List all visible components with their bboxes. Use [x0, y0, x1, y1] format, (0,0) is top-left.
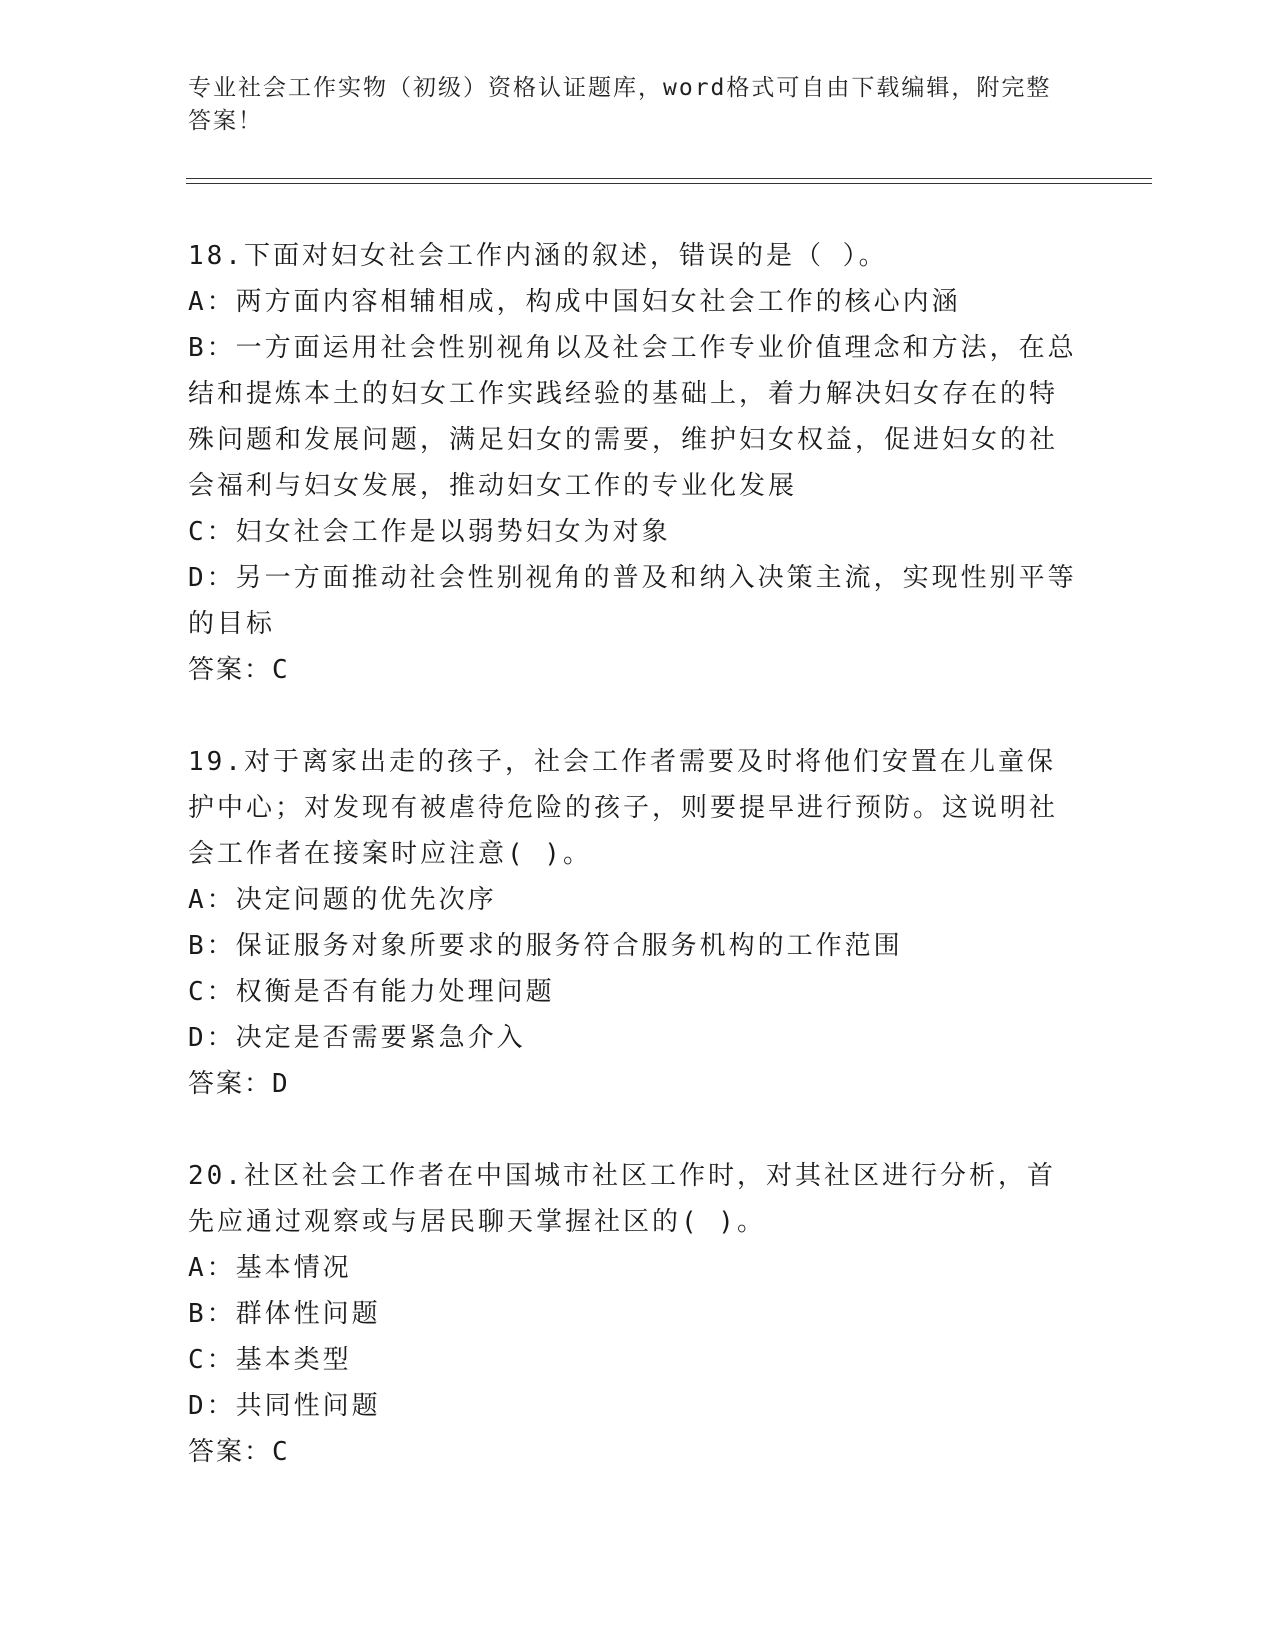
answer: 答案：D — [188, 1069, 290, 1099]
option-b: B：群体性问题 — [188, 1299, 381, 1329]
question-18 — [188, 233, 1078, 693]
option-a: A：两方面内容相辅相成，构成中国妇女社会工作的核心内涵 — [188, 287, 961, 317]
option-a: A：基本情况 — [188, 1253, 352, 1283]
option-c: C：妇女社会工作是以弱势妇女为对象 — [188, 517, 671, 547]
option-b: B：保证服务对象所要求的服务符合服务机构的工作范围 — [188, 931, 903, 961]
header-divider-bottom — [186, 183, 1152, 184]
question-list — [188, 233, 1078, 1521]
question-stem: 18.下面对妇女社会工作内涵的叙述，错误的是（ ）。 — [188, 241, 888, 271]
answer: 答案：C — [188, 1437, 290, 1467]
option-c: C：基本类型 — [188, 1345, 352, 1375]
question-19 — [188, 739, 1078, 1107]
option-d: D：另一方面推动社会性别视角的普及和纳入决策主流，实现性别平等的目标 — [188, 563, 1077, 639]
question-20 — [188, 1153, 1078, 1475]
option-c: C：权衡是否有能力处理问题 — [188, 977, 555, 1007]
header-divider-top — [186, 178, 1152, 179]
option-b: B：一方面运用社会性别视角以及社会工作专业价值理念和方法，在总结和提炼本土的妇女工作实践经验的基础上，着力解决妇女存在的特殊问题和发展问题，满足妇女的需要，维护妇女权益，促进妇女的社会福利与妇女发展，推动妇女工作的专业化发展 — [188, 333, 1077, 501]
answer: 答案：C — [188, 655, 290, 685]
question-stem: 20.社区社会工作者在中国城市社区工作时，对其社区进行分析，首先应通过观察或与居民聊天掌握社区的( )。 — [188, 1161, 1056, 1237]
document-header: 专业社会工作实物（初级）资格认证题库，word格式可自由下载编辑，附完整答案！ — [188, 75, 1052, 134]
question-stem: 19.对于离家出走的孩子，社会工作者需要及时将他们安置在儿童保护中心；对发现有被虐待危险的孩子，则要提早进行预防。这说明社会工作者在接案时应注意( )。 — [188, 747, 1059, 869]
option-d: D：决定是否需要紧急介入 — [188, 1023, 526, 1053]
option-d: D：共同性问题 — [188, 1391, 381, 1421]
option-a: A：决定问题的优先次序 — [188, 885, 497, 915]
